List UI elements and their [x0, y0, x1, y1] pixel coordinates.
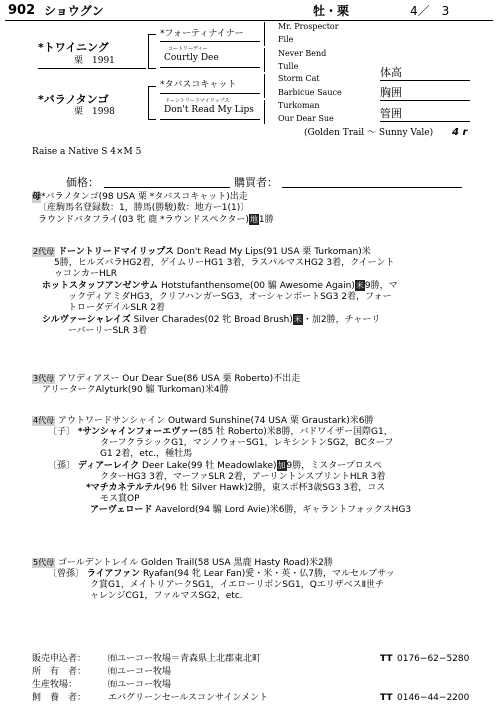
- usa-mark-2: 米: [293, 315, 302, 324]
- buyer-label: 購買者：: [234, 176, 278, 189]
- sire-gp-4: Tulle: [278, 62, 299, 71]
- gen4-gc2-detail: (96 牡 Silver Hawk)2勝，東スポ杯3歳SG3 3着，コス: [161, 483, 386, 493]
- dam-name: *バラノタンゴ: [38, 93, 109, 106]
- gen5-label: 5代母: [33, 558, 55, 567]
- dam-gp-1: Storm Cat: [278, 74, 320, 83]
- gen2-child2-line-2: ーバーリーSLR 3着: [68, 326, 148, 336]
- third-dam-section: [32, 374, 472, 396]
- dam-sire-name: *タバスコキャット: [160, 80, 237, 90]
- gen4-gc1-wins: 9勝，ミスタープロスペ: [286, 461, 382, 471]
- canada-mark: 加: [277, 461, 286, 470]
- great-grandchild-tag: 〔曾孫〕: [48, 569, 85, 579]
- dam-section: [32, 192, 472, 226]
- horse-name: ショウグン: [44, 4, 104, 18]
- gen2-line-2: 5勝，ヒルズバラHG2着，ゲイムリーHG1 3着，ラスパルマスHG2 3着，クイーント: [54, 258, 395, 268]
- fourth-dam-section: [32, 416, 472, 516]
- gen4-gc2-line-2: モス賞OP: [100, 494, 140, 504]
- phone-icon-2: TT: [380, 693, 393, 703]
- dam-gp-3: Turkoman: [278, 101, 320, 110]
- gen2-child1-wins: 9勝，マ: [364, 281, 398, 291]
- price-label: 価格：: [66, 176, 99, 189]
- sire-gp-2: File: [278, 35, 294, 44]
- footer-owner-value: ㈲ユーコー牧場: [108, 667, 172, 677]
- gen3-line-1: アワディアスー Our Dear Sue(86 USA 栗 Roberto)不出走: [57, 374, 301, 384]
- sire-dam-name: Courtly Dee: [164, 53, 219, 63]
- sire-gp-1: Mr. Prospector: [278, 22, 339, 31]
- gen4-gc3-name: アーヴェロード: [90, 505, 153, 515]
- gen4-child-name: *サンシャインフォーエヴァー: [77, 427, 199, 437]
- dam-offspring: ラウンドバタフライ(03 牝 鹿 *ラウンドスペクター): [38, 215, 249, 225]
- footer-breeder-label: 生産牧場：: [32, 680, 78, 690]
- dam-gp-4: Our Dear Sue: [278, 114, 334, 123]
- local-race-mark: 地: [249, 215, 258, 224]
- sire-color-year: 栗 1991: [74, 56, 115, 66]
- gen3-line-2: アリータークAlyturk(90 騸 Turkoman)米4勝: [42, 385, 229, 395]
- gen4-gc3-detail: Aavelord(94 騸 Lord Avie)米6勝，ギャラントフォックスHG3: [152, 505, 412, 515]
- grandchild-tag: 〔孫〕: [48, 461, 76, 471]
- footer-breeder-value: ㈲ユーコー牧場: [108, 680, 172, 690]
- gen4-gc1-name: ディアーレイク: [77, 461, 140, 471]
- footer-seller-tel: 0176−62−5280: [397, 654, 470, 664]
- sire-gp-3: Never Bend: [278, 49, 327, 58]
- gen5-ggc-line-2: ク賞G1，メイトリアークSG1，イエローリボンSG1，QエリザベスⅡ世チ: [90, 580, 385, 590]
- cannon-label: 管囲: [380, 107, 402, 120]
- gen2-dam-name: ドーントリードマイリップス: [57, 247, 174, 257]
- family-number: 4 r: [452, 127, 468, 138]
- gen2-child1-name: ホットスタッフアンゼンサム: [42, 281, 159, 291]
- height-label: 体高: [380, 66, 402, 79]
- footer-owner-label: 所 有 者：: [32, 667, 87, 677]
- dam-line-1: *バラノタンゴ(98 USA 栗 *タバスコキャット)出走: [41, 192, 248, 202]
- gen4-gc1-detail: Deer Lake(99 牡 Meadowlake): [139, 461, 277, 471]
- gen4-gc2-name: *マチカネテルテル: [86, 483, 162, 493]
- gen4-label: 4代母: [33, 416, 55, 425]
- sire-name: *トワイニング: [38, 41, 109, 54]
- footer-seller-label: 販売申込者：: [32, 654, 87, 664]
- usa-mark: 米: [355, 281, 364, 290]
- child-tag: 〔子〕: [48, 427, 76, 437]
- gen2-child1-line-2: ックディアミダHG3，クリフハンガーSG3，オーシャンボートSG3 2着，フォー: [68, 292, 392, 302]
- dam-dam-kana: ドーントリードマイリップス: [165, 98, 230, 104]
- gen2-child1-detail: Hotstufanthensome(00 騸 Awesome Again): [158, 281, 355, 291]
- gen5-line-1: ゴールデントレイル Golden Trail(58 USA 黒鹿 Hasty Road)米2勝: [57, 558, 333, 568]
- header-rule: [5, 20, 493, 21]
- sire-dam-kana: コートリーディー: [168, 46, 208, 52]
- gen4-child-line-3: G1 2着，etc.，種牡馬: [100, 449, 193, 459]
- dam-label: 母: [32, 192, 42, 202]
- gen4-line-1: アウトワードサンシャイン Outward Sunshine(74 USA 栗 Graustark)米6勝: [57, 416, 374, 426]
- gen4-child-line-2: ターフクラシックG1，マンノウォーSG1，レキシントンSG2，BCターフ: [100, 438, 394, 448]
- dam-offspring-wins: 1勝: [258, 215, 274, 225]
- phone-icon: TT: [380, 654, 393, 664]
- gen2-child2-name: シルヴァーシャレイズ: [42, 315, 131, 325]
- gen3-label: 3代母: [33, 374, 55, 383]
- gen5-ggc-name: ライアファン: [86, 569, 141, 579]
- footer-keeper-label: 飼 養 者：: [32, 693, 87, 703]
- gen2-line-3: ゥコンカーHLR: [54, 269, 118, 279]
- footer-keeper-value: エバグリーンセールスコンサインメント: [108, 693, 269, 703]
- dam-gp-2: Barbicue Sauce: [278, 88, 342, 97]
- dam-color-year: 栗 1998: [74, 107, 115, 117]
- sire-sire-name: *フォーティナイナー: [160, 29, 244, 39]
- sex-color: 牡・栗: [313, 4, 350, 18]
- dam-dam-name: Don't Read My Lips: [164, 105, 254, 115]
- lot-number: 902: [8, 3, 36, 18]
- gen2-child1-line-3: トローダデイルSLR 2着: [68, 303, 165, 313]
- gen2-label: 2代母: [33, 247, 55, 256]
- gen5-ggc-detail: Ryafan(94 牝 Lear Fan)愛・米・英・仏7勝，マルセルブサッ: [140, 569, 395, 579]
- gen2-child2-wins: ・加2勝，チャーリ: [302, 315, 381, 325]
- gen4-gc1-line-2: クターHG3 3着，マーファSLR 2着，アーリントンスプリントHLR 3着: [100, 472, 386, 482]
- family-note: (Golden Trail 〜 Sunny Vale): [304, 128, 434, 138]
- gen2-dam-detail: Don't Read My Lips(91 USA 栗 Turkoman)米: [173, 247, 371, 257]
- inbreeding: Raise a Native S 4×M 5: [32, 147, 142, 157]
- birth-date: 4／ 3: [410, 4, 450, 18]
- dam-line-2: 〔産駒馬名登録数：1，勝馬(勝駿)数：地方ー1(1)〕: [38, 203, 250, 213]
- fifth-dam-section: [32, 558, 472, 602]
- gen4-child-detail: (85 牡 Roberto)米8勝，バドワイザー国際G1，: [198, 427, 393, 437]
- chest-label: 胸囲: [380, 86, 402, 99]
- gen2-child2-detail: Silver Charades(02 牝 Broad Brush): [130, 315, 293, 325]
- gen5-ggc-line-3: ャレンジCG1，ファルマスSG2，etc.: [90, 591, 243, 601]
- footer-keeper-tel: 0146−44−2200: [397, 693, 470, 703]
- second-dam-section: [32, 247, 472, 337]
- footer-seller-value: ㈲ユーコー牧場＝青森県上北郡東北町: [108, 654, 262, 664]
